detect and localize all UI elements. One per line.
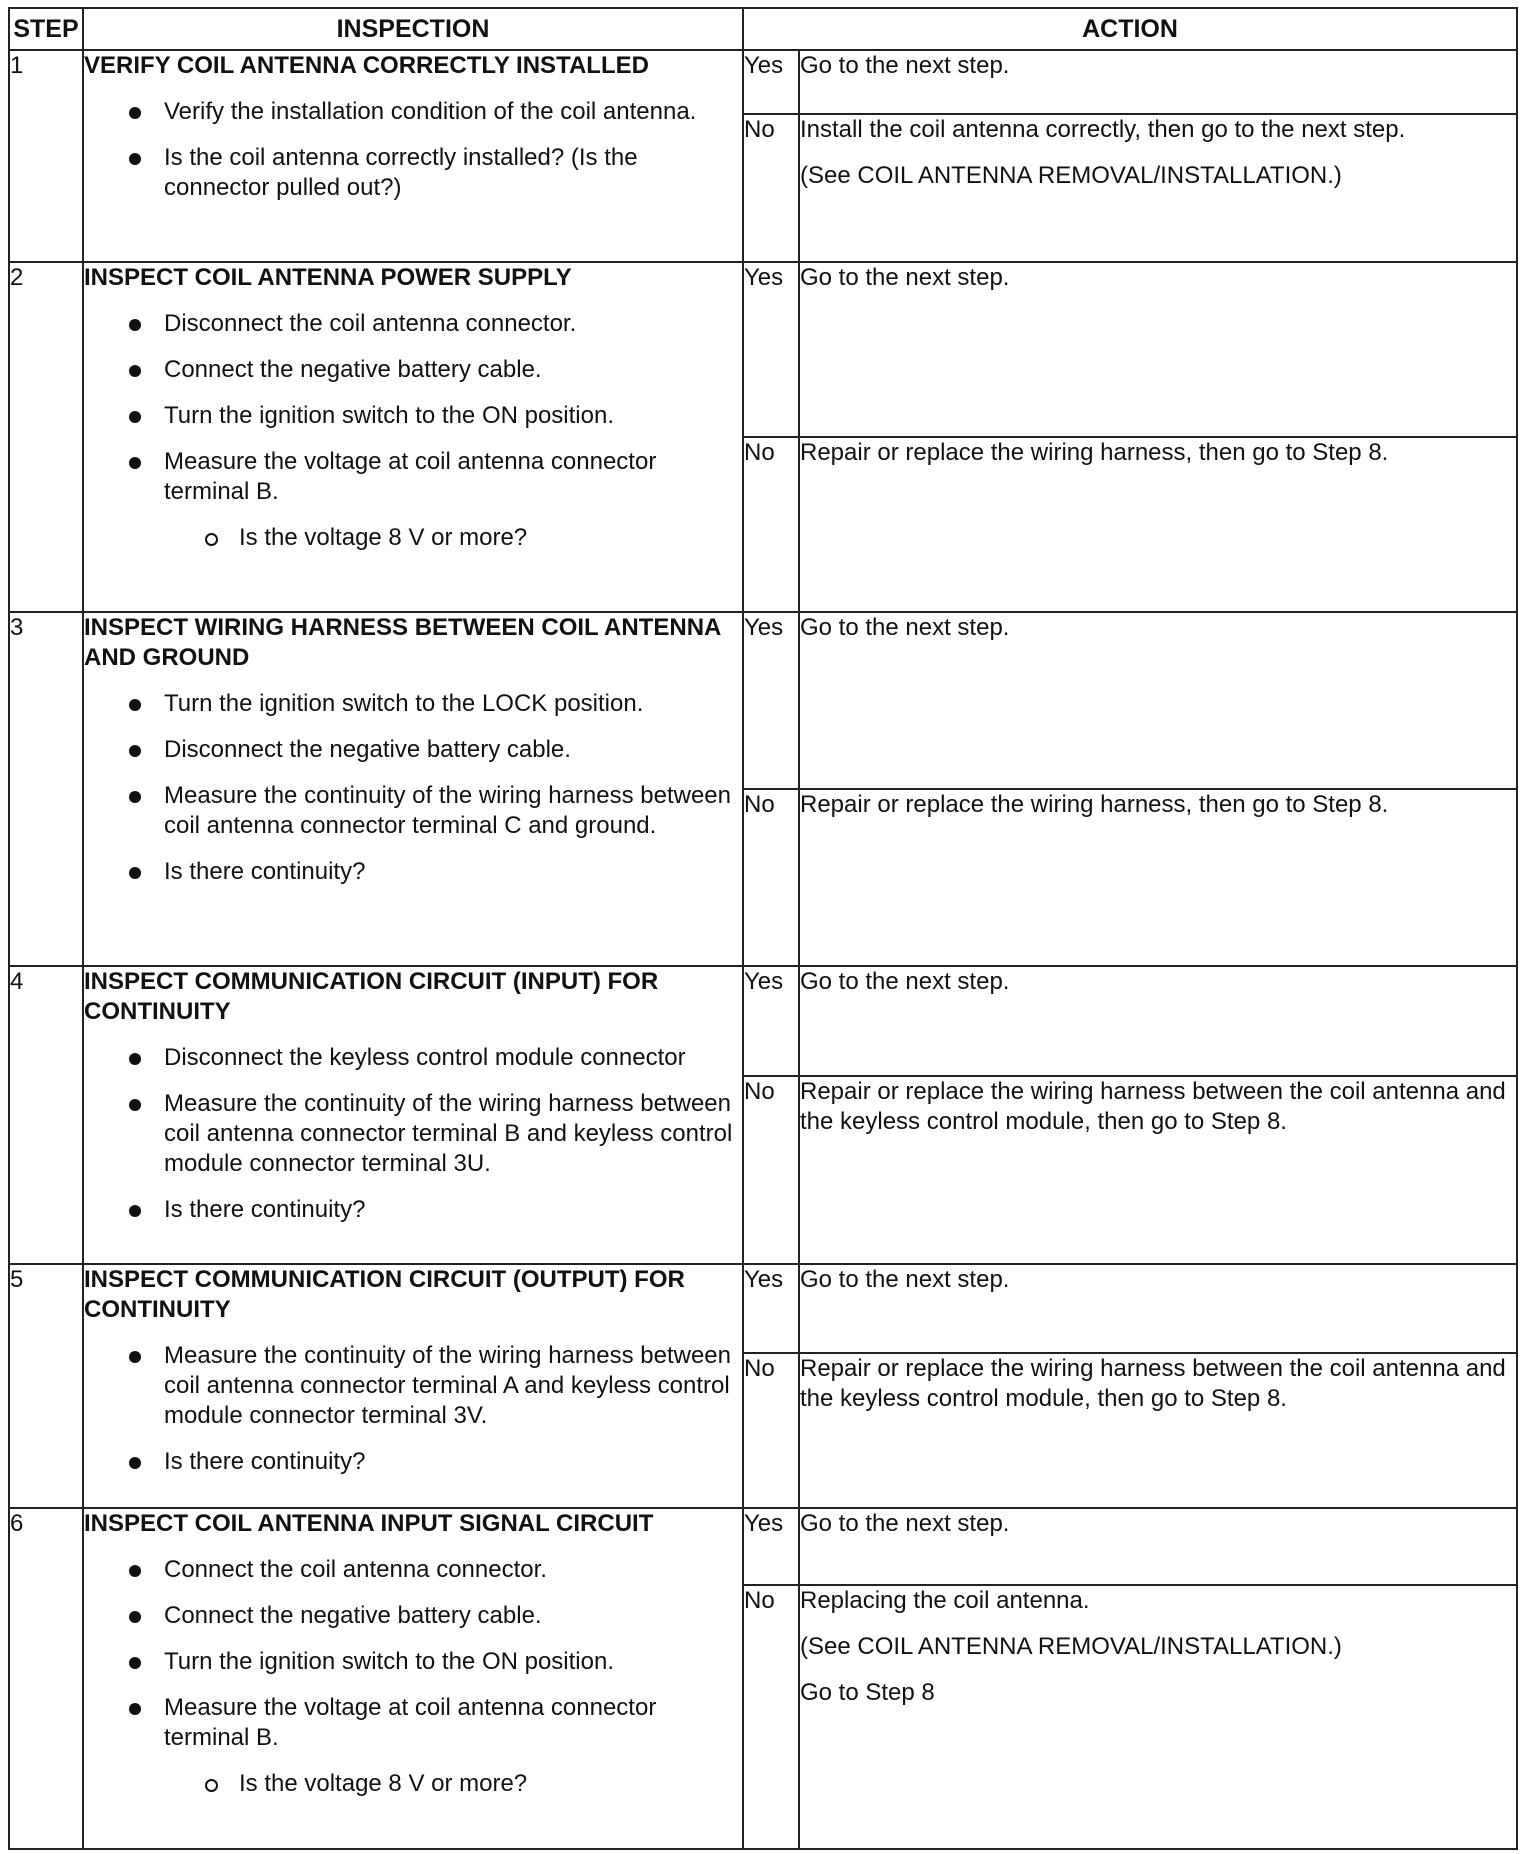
inspection-sub-bullets	[84, 523, 742, 553]
action-text: Repair or replace the wiring harness between the coil antenna and the keyless control module, then go to Step 8.	[800, 1078, 1506, 1135]
step-number: 4	[9, 966, 83, 1264]
no-action	[799, 437, 1517, 612]
step-title: INSPECT COMMUNICATION CIRCUIT (OUTPUT) FOR CONTINUITY	[84, 1266, 685, 1323]
step-title: INSPECT COIL ANTENNA POWER SUPPLY	[84, 264, 572, 291]
step-title: INSPECT COIL ANTENNA INPUT SIGNAL CIRCUIT	[84, 1510, 654, 1537]
inspection-header: INSPECTION	[83, 8, 743, 50]
action-text: Go to the next step.	[800, 968, 1010, 995]
step-5-yes-row	[9, 1264, 1517, 1353]
action-text: (See COIL ANTENNA REMOVAL/INSTALLATION.)	[800, 162, 1342, 189]
yes-action	[799, 50, 1517, 114]
yes-label: Yes	[743, 612, 799, 789]
yes-label: Yes	[743, 1264, 799, 1353]
sub-bullet-item: Is the voltage 8 V or more?	[84, 1769, 742, 1799]
bullet-item: Is the coil antenna correctly installed? (Is the connector pulled out?)	[84, 143, 742, 203]
action-text: Go to the next step.	[800, 1510, 1010, 1537]
yes-action	[799, 1508, 1517, 1585]
action-text: Go to Step 8	[800, 1679, 935, 1706]
no-label: No	[743, 437, 799, 612]
action-text: (See COIL ANTENNA REMOVAL/INSTALLATION.)	[800, 1633, 1342, 1660]
no-label: No	[743, 1585, 799, 1849]
action-text: Go to the next step.	[800, 614, 1010, 641]
action-text: Repair or replace the wiring harness, then go to Step 8.	[800, 791, 1389, 818]
bullet-item: Is there continuity?	[84, 1195, 742, 1225]
no-label: No	[743, 1076, 799, 1264]
bullet-item: Connect the negative battery cable.	[84, 355, 742, 385]
step-number: 3	[9, 612, 83, 966]
bullet-item: Connect the negative battery cable.	[84, 1601, 742, 1631]
yes-action	[799, 966, 1517, 1076]
bullet-item: Measure the voltage at coil antenna connector terminal B.	[84, 1693, 742, 1753]
bullet-item: Disconnect the keyless control module connector	[84, 1043, 742, 1073]
yes-label: Yes	[743, 1508, 799, 1585]
bullet-item: Disconnect the negative battery cable.	[84, 735, 742, 765]
inspection-bullets	[84, 97, 742, 203]
step-header: STEP	[9, 8, 83, 50]
action-text: Replacing the coil antenna.	[800, 1587, 1090, 1614]
step-6-inspection	[83, 1508, 743, 1849]
yes-label: Yes	[743, 966, 799, 1076]
bullet-item: Connect the coil antenna connector.	[84, 1555, 742, 1585]
no-label: No	[743, 114, 799, 262]
action-text: Repair or replace the wiring harness between the coil antenna and the keyless control module, then go to Step 8.	[800, 1355, 1506, 1412]
bullet-item: Turn the ignition switch to the LOCK position.	[84, 689, 742, 719]
inspection-bullets	[84, 1341, 742, 1477]
no-action	[799, 114, 1517, 262]
no-label: No	[743, 1353, 799, 1508]
inspection-bullets	[84, 689, 742, 887]
action-header: ACTION	[743, 8, 1517, 50]
bullet-item: Disconnect the coil antenna connector.	[84, 309, 742, 339]
no-action	[799, 1353, 1517, 1508]
step-3-inspection	[83, 612, 743, 966]
inspection-bullets	[84, 1555, 742, 1753]
yes-action	[799, 1264, 1517, 1353]
bullet-item: Is there continuity?	[84, 857, 742, 887]
step-number: 6	[9, 1508, 83, 1849]
diagnostic-procedure-table	[8, 7, 1518, 1850]
yes-action	[799, 262, 1517, 437]
bullet-item: Measure the continuity of the wiring harness between coil antenna connector terminal B and keyless control module connector terminal 3U.	[84, 1089, 742, 1179]
step-number: 1	[9, 50, 83, 262]
step-number: 2	[9, 262, 83, 612]
step-4-yes-row	[9, 966, 1517, 1076]
action-text: Repair or replace the wiring harness, then go to Step 8.	[800, 439, 1389, 466]
inspection-bullets	[84, 1043, 742, 1225]
step-5-inspection	[83, 1264, 743, 1508]
no-action	[799, 1076, 1517, 1264]
step-3-yes-row	[9, 612, 1517, 789]
step-title: VERIFY COIL ANTENNA CORRECTLY INSTALLED	[84, 52, 649, 79]
step-title: INSPECT WIRING HARNESS BETWEEN COIL ANTENNA AND GROUND	[84, 614, 721, 671]
step-1-yes-row	[9, 50, 1517, 114]
step-2-yes-row	[9, 262, 1517, 437]
bullet-item: Measure the voltage at coil antenna connector terminal B.	[84, 447, 742, 507]
no-action	[799, 1585, 1517, 1849]
action-text: Go to the next step.	[800, 1266, 1010, 1293]
yes-action	[799, 612, 1517, 789]
no-action	[799, 789, 1517, 966]
yes-label: Yes	[743, 262, 799, 437]
bullet-item: Verify the installation condition of the coil antenna.	[84, 97, 742, 127]
table-header-row	[9, 8, 1517, 50]
action-text: Go to the next step.	[800, 264, 1010, 291]
bullet-item: Turn the ignition switch to the ON position.	[84, 401, 742, 431]
step-6-yes-row	[9, 1508, 1517, 1585]
step-4-inspection	[83, 966, 743, 1264]
sub-bullet-item: Is the voltage 8 V or more?	[84, 523, 742, 553]
action-text: Go to the next step.	[800, 52, 1010, 79]
bullet-item: Measure the continuity of the wiring harness between coil antenna connector terminal A and keyless control module connector terminal 3V.	[84, 1341, 742, 1431]
bullet-item: Is there continuity?	[84, 1447, 742, 1477]
step-number: 5	[9, 1264, 83, 1508]
step-title: INSPECT COMMUNICATION CIRCUIT (INPUT) FOR CONTINUITY	[84, 968, 659, 1025]
step-1-inspection	[83, 50, 743, 262]
bullet-item: Measure the continuity of the wiring harness between coil antenna connector terminal C and ground.	[84, 781, 742, 841]
inspection-bullets	[84, 309, 742, 507]
step-2-inspection	[83, 262, 743, 612]
no-label: No	[743, 789, 799, 966]
action-text: Install the coil antenna correctly, then go to the next step.	[800, 116, 1406, 143]
bullet-item: Turn the ignition switch to the ON position.	[84, 1647, 742, 1677]
inspection-sub-bullets	[84, 1769, 742, 1799]
yes-label: Yes	[743, 50, 799, 114]
